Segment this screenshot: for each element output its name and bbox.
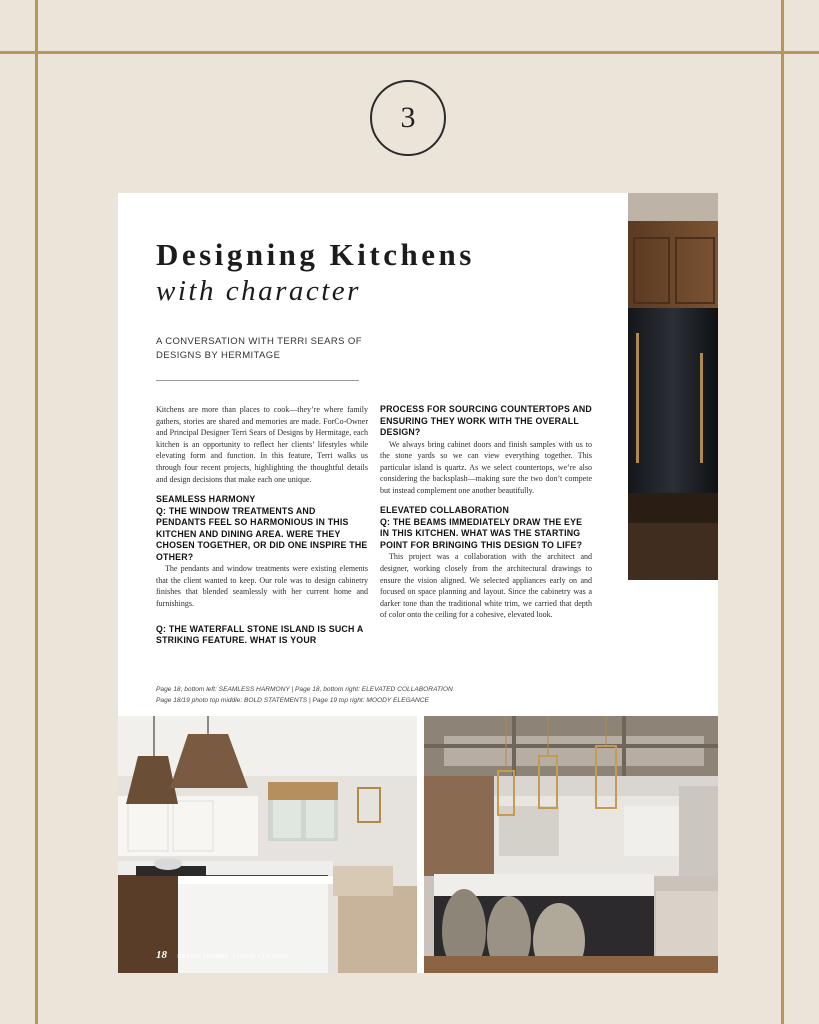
photo-moody-kitchen xyxy=(628,193,718,580)
section-heading-seamless-harmony: SEAMLESS HARMONY xyxy=(156,494,256,505)
footer-magazine-name: DECOR TRENDS xyxy=(177,954,229,960)
photo-seamless-harmony-kitchen xyxy=(118,716,417,973)
photo-elevated-collaboration-kitchen xyxy=(424,716,718,973)
magazine-page xyxy=(118,193,718,973)
section-answer: The pendants and window treatments were existing elements that the client wanted to keep. Our role was to design cabinetry finishes that blended seamlessly with her current home and furnishings. xyxy=(156,564,368,608)
caption-line: Page 18/19 photo top middle: BOLD STATEMENTS | Page 19 top right: MOODY ELEGANCE xyxy=(156,696,429,704)
article-title-line2: with character xyxy=(156,275,361,307)
caption-line: Page 18, bottom left: SEAMLESS HARMONY | Page 18, bottom right: ELEVATED COLLABORATION xyxy=(156,686,453,693)
section-question: Q: THE BEAMS IMMEDIATELY DRAW THE EYE IN THIS KITCHEN. WHAT WAS THE STARTING POINT FOR BRINGING THIS DESIGN TO LIFE? xyxy=(380,516,583,550)
page-number-badge: 3 xyxy=(370,80,446,156)
article-subtitle: A CONVERSATION WITH TERRI SEARS OF DESIGNS BY HERMITAGE xyxy=(156,336,362,361)
gold-rule-top xyxy=(0,51,819,54)
section-question-continued: PROCESS FOR SOURCING COUNTERTOPS AND ENSURING THEY WORK WITH THE OVERALL DESIGN? xyxy=(380,404,592,437)
section-question: Q: THE WINDOW TREATMENTS AND PENDANTS FEEL SO HARMONIOUS IN THIS KITCHEN AND DINING AREA. WERE THEY CHOSEN TOGETHER, OR DID ONE INSPIRE THE OTHER? xyxy=(156,505,368,562)
section-answer: This project was a collaboration with the architect and designer, working closely from the architectural drawings to ensure the vision aligned. We selected appliances early on and focused on space planning and layout. Since the cabinetry was a darker tone than the traditional white trim, we carried that depth of color onto the ceiling for a cohesive, elevated look. xyxy=(380,552,592,620)
page-footer xyxy=(156,945,288,963)
section-question: Q: THE WATERFALL STONE ISLAND IS SUCH A STRIKING FEATURE. WHAT IS YOUR xyxy=(156,623,364,646)
text-column-2 xyxy=(380,404,592,621)
title-divider xyxy=(156,380,359,381)
section-heading-elevated-collaboration: ELEVATED COLLABORATION xyxy=(380,505,510,516)
footer-page-number: 18 xyxy=(156,949,167,961)
gold-rule-left xyxy=(35,0,38,1024)
gold-rule-right xyxy=(781,0,784,1024)
photo-captions xyxy=(156,685,453,706)
article-title-line1: Designing Kitchens xyxy=(156,237,475,272)
footer-section: | HOME • DESIGN xyxy=(233,954,288,960)
text-column-1 xyxy=(156,404,368,647)
section-answer: We always bring cabinet doors and finish samples with us to the stone yards so we can view everything together. This particular island is quartz. As we select countertops, we’re also considering the backsplash—making sure the two don’t compete but instead complement one another beautifully. xyxy=(380,439,592,495)
intro-paragraph: Kitchens are more than places to cook—they’re where family gathers, stories are shared and memories are made. ForCo-Owner and Principal Designer Terri Sears of Designs by Hermitage, each kitchen is an opportunity to reflect her clients’ lifestyles while elevating form and function. In this feature, Terri walks us through four recent projects, highlighting the thoughtful details and design decisions that make each one unique. xyxy=(156,405,368,484)
